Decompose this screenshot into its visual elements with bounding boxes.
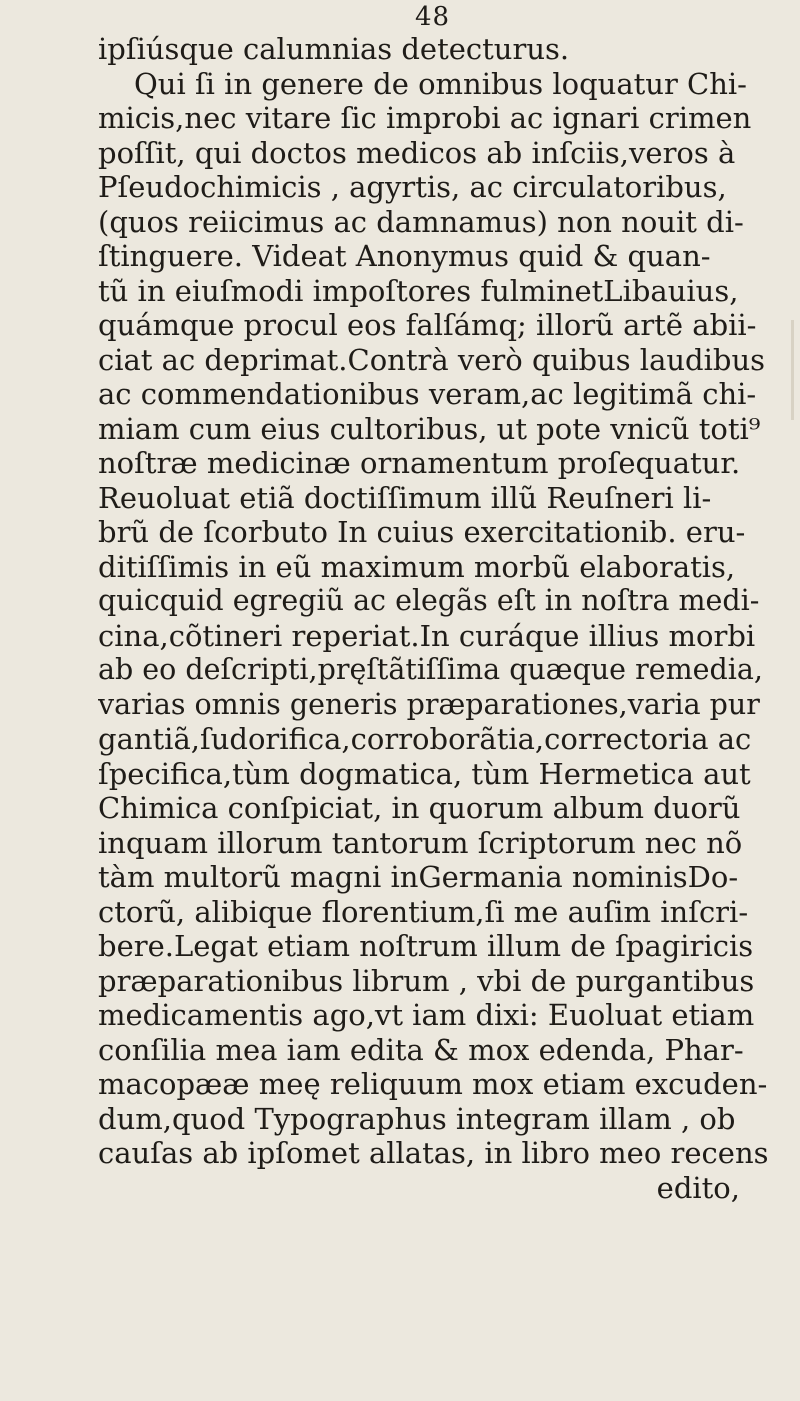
page-number: 48 xyxy=(415,2,451,32)
text-line: tũ in eiuſmodi impoſtores fulminetLibauius, xyxy=(98,273,739,308)
text-line: conſilia mea iam edita & mox edenda, Phar- xyxy=(98,1032,744,1067)
text-line: cauſas ab ipſomet allatas, in libro meo recens xyxy=(98,1136,769,1170)
text-line: ſpecifica,tùm dogmatica, tùm Hermetica aut xyxy=(98,756,751,791)
text-line: cina,cõtineri reperiat.In curáque illius morbi xyxy=(98,618,756,653)
text-line: brũ de ſcorbuto In cuius exercitationib. eru- xyxy=(98,515,746,549)
text-line: (quos reiicimus ac damnamus) non nouit di- xyxy=(98,204,744,239)
text-line: ac commendationibus veram,ac legitimã chi- xyxy=(98,377,757,411)
text-line: Pſeudochimicis , agyrtis, ac circulatoribus, xyxy=(98,170,727,204)
text-line: poſſit, qui doctos medicos ab inſciis,veros à xyxy=(98,135,736,170)
text-line: inquam illorum tantorum ſcriptorum nec nõ xyxy=(98,825,743,860)
text-line: præparationibus librum , vbi de purgantibus xyxy=(98,963,755,998)
text-line: ciat ac deprimat.Contrà verò quibus laudibus xyxy=(98,342,766,377)
text-line: Chimica conſpiciat, in quorum album duorũ xyxy=(98,791,741,825)
text-line: ipſiúsque calumnias detecturus. xyxy=(98,32,570,66)
text-line: Reuoluat etiã doctiſſimum illũ Reuſneri li- xyxy=(98,480,712,515)
text-line: bere.Legat etiam noſtrum illum de ſpagiricis xyxy=(98,929,754,963)
text-line: quámque procul eos falſámq; illorũ artẽ abii- xyxy=(98,308,757,342)
text-line: ditiſſimis in eũ maximum morbũ elaboratis, xyxy=(98,549,736,584)
body-text xyxy=(98,32,770,1205)
text-line: ſtinguere. Videat Anonymus quid & quan- xyxy=(98,239,711,273)
text-line: Qui ſi in genere de omnibus loquatur Chi- xyxy=(134,66,747,101)
text-line: micis,nec vitare ſic improbi ac ignari crimen xyxy=(98,101,752,135)
text-line: medicamentis ago,vt iam dixi: Euoluat etiam xyxy=(98,998,755,1032)
text-line: gantiã,ſudorifica,corroborãtia,correctoria ac xyxy=(98,722,752,756)
catchword-line: edito, xyxy=(656,1170,740,1205)
text-line: noſtræ medicinæ ornamentum proſequatur. xyxy=(98,446,741,480)
text-line: quicquid egregiũ ac elegãs eſt in noſtra medi- xyxy=(98,584,760,617)
text-line: miam cum eius cultoribus, ut pote vnicũ toti⁹ xyxy=(98,411,761,446)
text-line: dum,quod Typographus integram illam , ob xyxy=(98,1101,736,1136)
text-line: varias omnis generis præparationes,varia pur xyxy=(98,687,760,721)
text-line: macopææ meę reliquum mox etiam excuden- xyxy=(98,1067,768,1101)
text-line: ctorũ, alibique florentium,ſi me auſim inſcri- xyxy=(98,894,749,929)
text-line: ab eo deſcripti,pręſtãtiſſima quæque remedia, xyxy=(98,653,763,686)
page-edge-shadow xyxy=(791,320,794,420)
text-line: tàm multorũ magni inGermania nominisDo- xyxy=(98,860,739,894)
